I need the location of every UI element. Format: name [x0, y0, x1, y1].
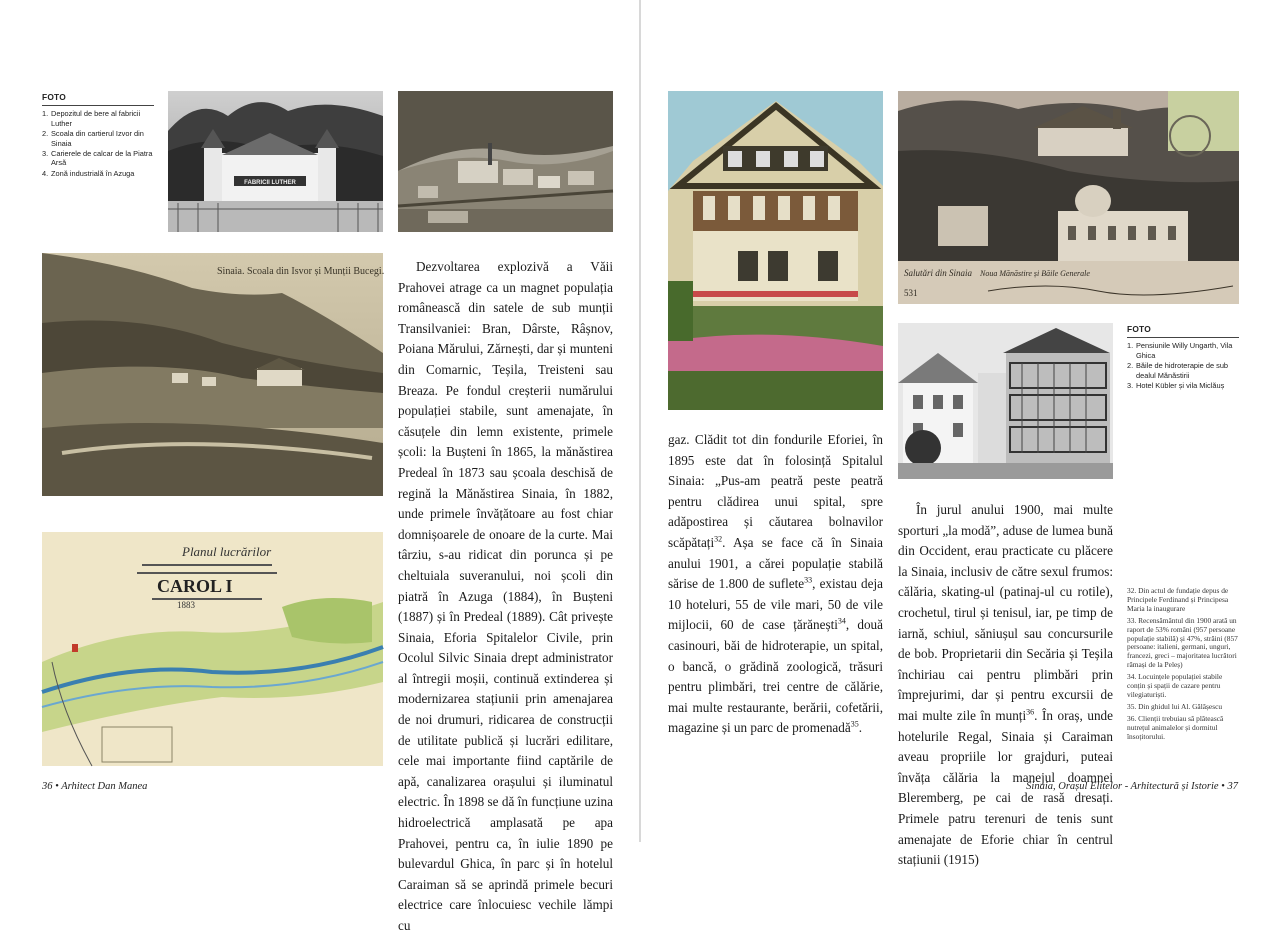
- footnote-ref: 32: [714, 534, 723, 544]
- paragraph: În jurul anului 1900, mai multe sporturi „la modă”, aduse de lumea bună din Occident, erau practicate cu plăcere la Sinaia, inclusiv de către sexul frumos: călăria, skating-ul (patinaj-ul cu rotile), crochetul, tirul și tenisul, iar, pe timp de iarnă, schiul, săniușul sau concursurile de bob. Proprietarii din Secăria și Teșila închiriau cai pentru plimbări prin împrejurimi, dar și pentru excursii de mai multe zile în munți$^{36}$. În oraș, unde hotelurile Regal, Sinaia și Caraiman aveau propriile lor grajduri, puteai învăța călăria la manejul doamnei Bleremberg, pe cai de rasă dresați. Primele patru terenuri de tenis sunt amenajate de Eforie chiar în centrul stațiunii (1915): [898, 502, 1113, 868]
- caption-item: 3. Hotel Kübler și vila Miclăuș: [1127, 381, 1225, 391]
- photo-luther-brewery: [168, 91, 383, 232]
- photo-school-izvor: [42, 253, 383, 496]
- footnote-ref: 35: [850, 719, 859, 729]
- caption-list: [1127, 341, 1239, 390]
- photo-hotel-kubler: [898, 323, 1113, 479]
- map-year: 1883: [177, 600, 195, 610]
- footnote: 34. Locuințele populației stabile conțin și spații de cazare pentru vilegiaturiști.: [1127, 672, 1223, 699]
- caption-item: 2. Scoala din cartierul Izvor din Sinaia: [42, 129, 144, 148]
- photo-quarry-map: [42, 532, 383, 766]
- footnotes: [1127, 587, 1239, 745]
- middle-body-text: [668, 430, 883, 736]
- caption-item: 4. Zonă industrială în Azuga: [42, 168, 135, 178]
- footnote-ref: 34: [837, 616, 846, 626]
- footnote: 32. Din actul de fundație depus de Principele Ferdinand și Principesa Maria la inaugurare: [1127, 586, 1229, 613]
- paragraph: Dezvoltarea explozivă a Văii Prahovei atrage ca un magnet populația românească din satele de sub munții Transilvaniei: Bran, Dârste, Râșnov, Poiana Mărului, Zărnești, dar și munteni din Comarnic, Teșila, Treisteni sau Breaza. Pe fondul creșterii numărului populației stabile, sunt amenajate, în căsuțele din lemn existente, primele școli: la Bușteni în 1865, la mănăstirea Predeal în 1873 sau școala deschisă de regină la Mănăstirea Sinaia, în 1882, unde primele învățătoare au fost chiar domnișoarele de onoare de la curte. Mai târziu, s-au ridicat din porunca și pe cheltuiala suveranului, noi școli din piatră în Azuga (1884), în Bușteni (1887) și în Predeal (1889). Cât privește Sinaia, Eforia Spitalelor Civile, prin Ocolul Silvic Sinaia drept administrator al întregii moșii, continuă extinderea și modernizarea stațiunii prin amenajarea de noi drumuri, ridicarea de construcții de utilitate publică și lucrări edilitare, cele mai importante fiind captările de apă, canalizarea orașului și iluminatul electric. În 1898 se dă în funcțiune uzina hidroelectrică amplasată pe apa Prahovei, pentru ca, în iulie 1890 pe bulevardul Ghica, în parc și în hotelul Caraiman să se aprindă primele becuri electrice care înlocuiesc vechile lămpi cu: [398, 259, 613, 933]
- page-gutter: [639, 0, 641, 842]
- footnote-ref: 36: [1026, 707, 1035, 717]
- caption-item: 2. Băile de hidroterapie de sub dealul Mănăstirii: [1127, 361, 1229, 380]
- school-postcard-caption: Sinaia. Scoala din Isvor și Munții Bucegi.: [217, 266, 385, 277]
- caption-item: 1. Depozitul de bere al fabricii Luther: [42, 109, 141, 128]
- postcard-caption: Noua Mănăstire și Băile Generale: [980, 269, 1090, 278]
- folio-right: Sinaia, Orașul Elitelor - Arhitectură și Istorie • 37: [1026, 781, 1238, 792]
- caption-item: 3. Carierele de calcar de la Piatra Arsă: [42, 149, 153, 168]
- footnote: 33. Recensământul din 1900 arată un raport de 53% români (957 persoane populație stabilă) și 47%, străini (857 persoane: italieni, germani, unguri, francezi, greci – majoritatea lucrători rămași de la Peleș): [1127, 615, 1238, 670]
- right-body-text: [898, 500, 1113, 868]
- photo-willy-ungarth: [668, 91, 883, 410]
- map-title: Planul lucrărilor: [182, 544, 272, 559]
- footnote-ref: 33: [804, 575, 813, 585]
- folio-left: 36 • Arhitect Dan Manea: [42, 781, 148, 792]
- postcard-greeting: Salutări din Sinaia: [904, 268, 973, 278]
- map-king: CAROL I: [157, 576, 233, 596]
- caption-list: [42, 109, 154, 178]
- left-body-text: [398, 257, 613, 933]
- caption-heading: FOTO: [1127, 325, 1239, 338]
- left-photo-captions: [42, 93, 154, 179]
- postcard-number: 531: [904, 288, 918, 298]
- luther-sign-text: FABRICII LUTHER: [244, 180, 296, 186]
- caption-item: 1. Pensiunile Willy Ungarth, Vila Ghica: [1127, 341, 1233, 360]
- paragraph: gaz. Clădit tot din fondurile Eforiei, în 1895 este dat în folosință Spitalul Sinaia: „Pus-am peatră peste peatră pentru clădirea unui spital, spre adăpostirea și căutarea bolnavilor scăpătați$^{32}$. Așa se face că în Sinaia anului 1901, a cărei populație stabilă sărise de 1.800 de suflete$^{33}$, existau deja 10 hoteluri, 55 de vile mari, 50 de vile mijlocii, 60 de case țărănești$^{34}$, două casinouri, băi de hidroterapie, un spital, o bancă, o grădină zoologică, trăsuri pentru plimbări, trei centre de călărie, mai multe restaurante, berării, cofetării, magazine și un parc de promenadă$^{35}$.: [668, 432, 883, 736]
- footnote: 35. Din ghidul lui Al. Gălășescu: [1127, 701, 1223, 711]
- footnote: 36. Clienții trebuiau să plătească nutrețul animalelor și dormitul însoțitorului.: [1127, 713, 1224, 741]
- right-photo-captions: [1127, 325, 1239, 391]
- photo-hydrotherapy-baths: [898, 91, 1239, 304]
- caption-heading: FOTO: [42, 93, 154, 106]
- photo-azuga-industrial: [398, 91, 613, 232]
